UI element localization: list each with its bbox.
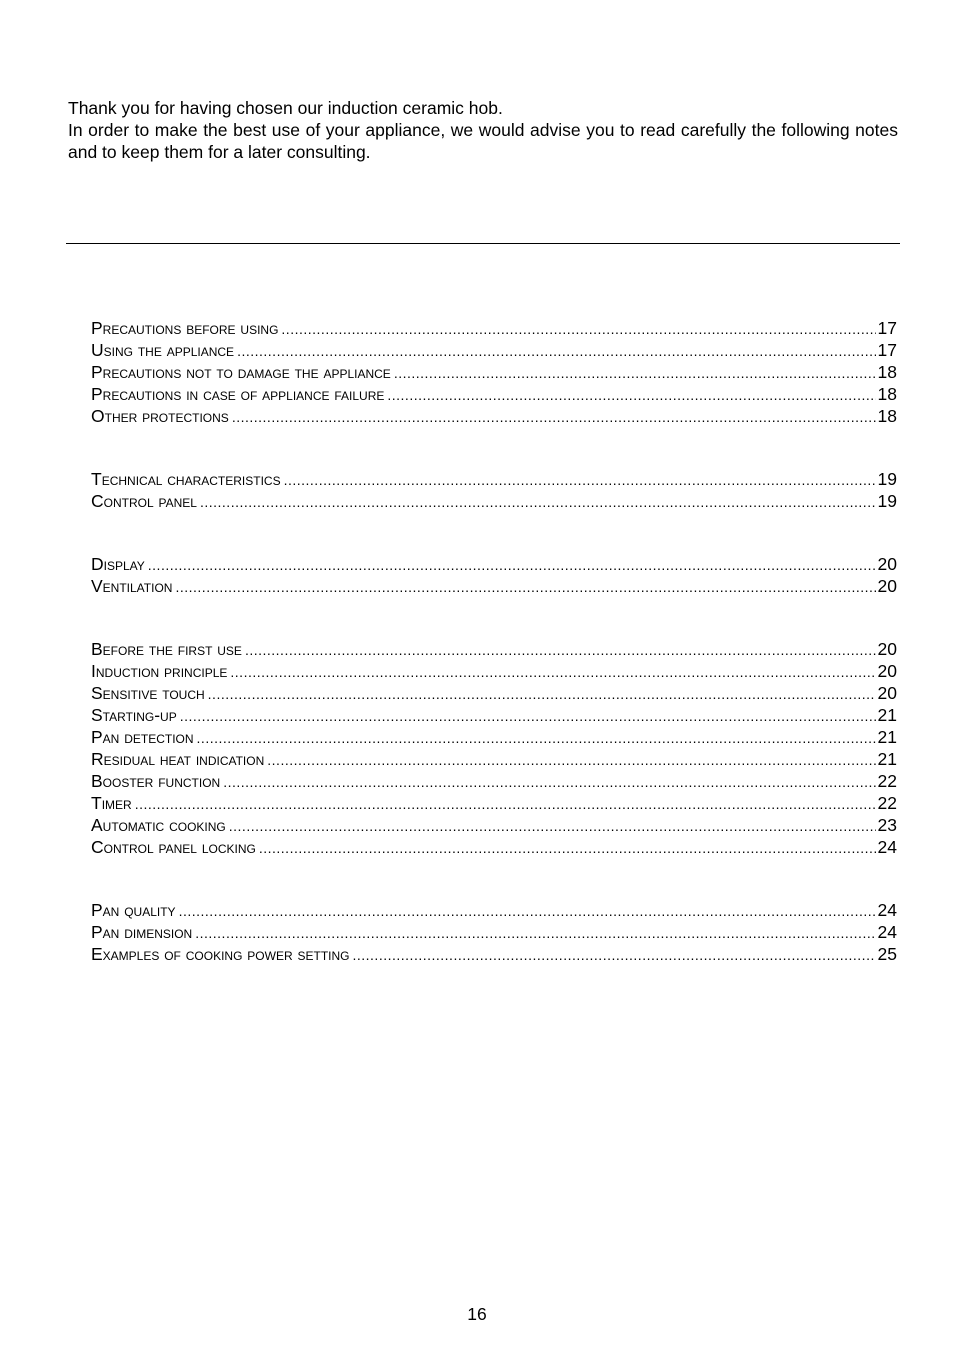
toc-dot-leader [387, 384, 875, 406]
toc-entry-title: Automatic cooking [91, 815, 226, 835]
toc-entry[interactable] [91, 553, 897, 575]
toc-entry-page: 18 [877, 384, 897, 404]
toc-entry-title: Technical characteristics [91, 469, 281, 489]
toc-group [91, 468, 897, 512]
toc-dot-leader [394, 362, 876, 384]
toc-entry-title: Ventilation [91, 576, 173, 596]
toc-dot-leader [180, 705, 876, 727]
toc-dot-leader [245, 639, 876, 661]
toc-dot-leader [179, 900, 876, 922]
toc-group [91, 317, 897, 427]
toc-dot-leader [200, 491, 876, 513]
toc-entry-title: Timer [91, 793, 132, 813]
intro-line-2: In order to make the best use of your appliance, we would advise you to read carefully the following notes and to keep them for a later consulting. [68, 120, 898, 162]
toc-entry-page: 25 [877, 944, 897, 964]
toc-dot-leader [175, 576, 875, 598]
toc-dot-leader [267, 749, 875, 771]
toc-entry-title: Precautions not to damage the appliance [91, 362, 391, 382]
toc-entry-title: Display [91, 554, 145, 574]
toc-dot-leader [197, 727, 876, 749]
toc-dot-leader [352, 944, 875, 966]
toc-entry-title: Sensitive touch [91, 683, 205, 703]
toc-dot-leader [229, 815, 876, 837]
toc-entry[interactable] [91, 468, 897, 490]
toc-entry-page: 24 [877, 837, 897, 857]
toc-dot-leader [230, 661, 875, 683]
page-number: 16 [467, 1304, 487, 1324]
toc-dot-leader [135, 793, 876, 815]
toc-entry-page: 24 [877, 900, 897, 920]
toc-entry[interactable] [91, 361, 897, 383]
toc-dot-leader [281, 318, 875, 340]
toc-entry-page: 24 [877, 922, 897, 942]
toc-entry[interactable] [91, 921, 897, 943]
toc-dot-leader [223, 771, 875, 793]
toc-entry-title: Residual heat indication [91, 749, 265, 769]
toc-entry[interactable] [91, 836, 897, 858]
toc-dot-leader [195, 922, 875, 944]
toc-entry-title: Precautions before using [91, 318, 279, 338]
toc-entry[interactable] [91, 943, 897, 965]
horizontal-divider [66, 243, 900, 244]
toc-entry-page: 20 [877, 661, 897, 681]
toc-entry-page: 22 [877, 793, 897, 813]
toc-entry-page: 22 [877, 771, 897, 791]
toc-entry-page: 20 [877, 639, 897, 659]
toc-entry-page: 23 [877, 815, 897, 835]
toc-entry-page: 18 [877, 362, 897, 382]
toc-entry-title: Pan dimension [91, 922, 193, 942]
toc-entry-page: 19 [877, 491, 897, 511]
toc-entry-title: Starting-up [91, 705, 177, 725]
table-of-contents [91, 317, 897, 1006]
toc-dot-leader [232, 406, 876, 428]
toc-group [91, 899, 897, 965]
toc-entry-page: 21 [877, 705, 897, 725]
toc-group [91, 638, 897, 858]
toc-dot-leader [259, 837, 876, 859]
toc-entry-page: 21 [877, 727, 897, 747]
toc-entry-title: Using the appliance [91, 340, 235, 360]
toc-dot-leader [148, 554, 876, 576]
toc-entry[interactable] [91, 660, 897, 682]
toc-entry[interactable] [91, 899, 897, 921]
toc-entry[interactable] [91, 317, 897, 339]
toc-entry-page: 17 [877, 318, 897, 338]
toc-entry[interactable] [91, 792, 897, 814]
toc-entry[interactable] [91, 339, 897, 361]
toc-group [91, 553, 897, 597]
toc-entry-page: 20 [877, 554, 897, 574]
toc-entry-page: 17 [877, 340, 897, 360]
toc-entry[interactable] [91, 638, 897, 660]
toc-entry-page: 21 [877, 749, 897, 769]
toc-dot-leader [208, 683, 876, 705]
toc-dot-leader [284, 469, 876, 491]
toc-entry-page: 20 [877, 576, 897, 596]
toc-entry[interactable] [91, 748, 897, 770]
toc-entry-title: Precautions in case of appliance failure [91, 384, 385, 404]
toc-entry[interactable] [91, 814, 897, 836]
toc-entry[interactable] [91, 575, 897, 597]
toc-entry-title: Control panel [91, 491, 197, 511]
toc-entry-title: Other protections [91, 406, 229, 426]
toc-entry-title: Booster function [91, 771, 221, 791]
toc-entry-page: 19 [877, 469, 897, 489]
toc-entry-title: Pan detection [91, 727, 194, 747]
toc-entry-title: Control panel locking [91, 837, 256, 857]
toc-entry[interactable] [91, 682, 897, 704]
toc-entry[interactable] [91, 770, 897, 792]
toc-entry-title: Induction principle [91, 661, 228, 681]
intro-text [68, 97, 898, 163]
toc-entry-page: 18 [877, 406, 897, 426]
toc-entry[interactable] [91, 383, 897, 405]
toc-entry[interactable] [91, 726, 897, 748]
intro-line-1: Thank you for having chosen our induction ceramic hob. [68, 98, 503, 118]
toc-entry[interactable] [91, 405, 897, 427]
toc-entry-title: Pan quality [91, 900, 176, 920]
toc-entry-title: Before the first use [91, 639, 242, 659]
toc-entry-page: 20 [877, 683, 897, 703]
toc-dot-leader [237, 340, 875, 362]
toc-entry[interactable] [91, 490, 897, 512]
toc-entry[interactable] [91, 704, 897, 726]
toc-entry-title: Examples of cooking power setting [91, 944, 350, 964]
